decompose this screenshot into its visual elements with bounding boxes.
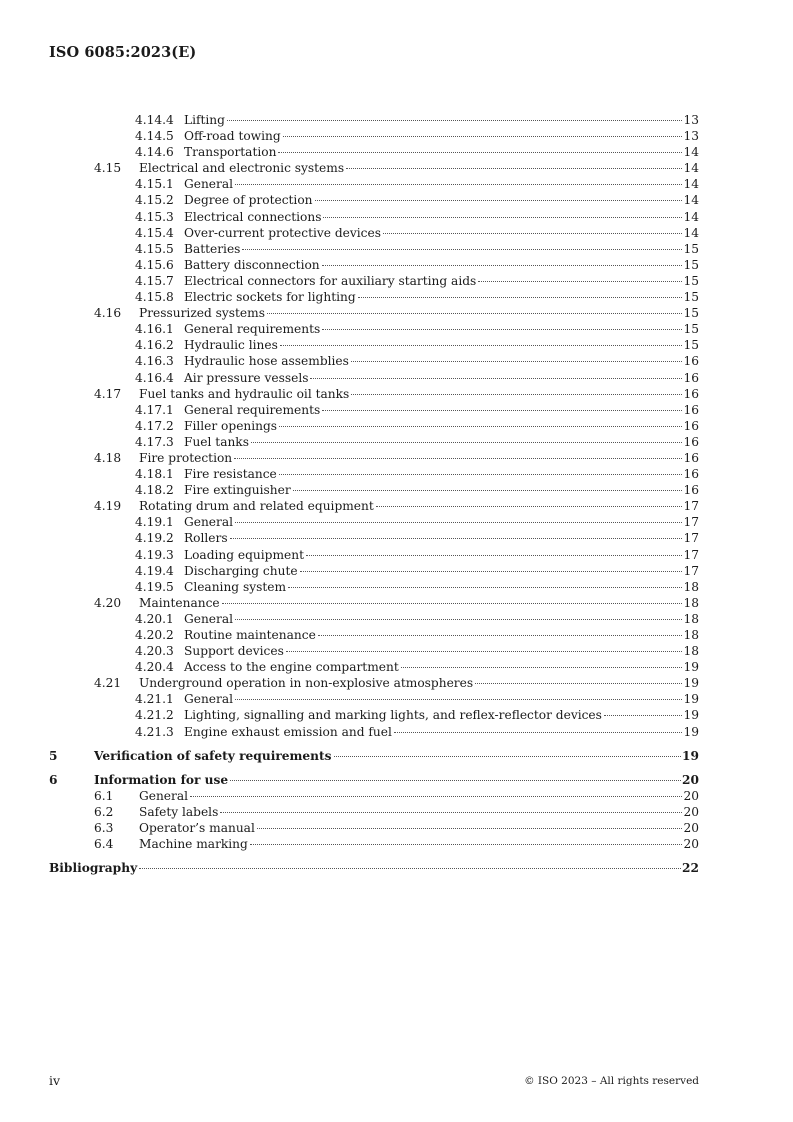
- toc-entry-title: Safety labels: [139, 804, 219, 819]
- toc-entry[interactable]: [49, 160, 699, 176]
- toc-entry-title: Transportation: [184, 145, 277, 160]
- toc-entry[interactable]: [49, 724, 699, 740]
- dot-leader: [478, 280, 682, 282]
- toc-entry-page: 19: [683, 660, 699, 675]
- toc-entry-number: 4.16.3: [135, 354, 174, 369]
- toc-entry[interactable]: [49, 595, 699, 611]
- toc-entry-page: 17: [683, 547, 699, 562]
- toc-entry-page: 16: [683, 483, 699, 498]
- dot-leader: [279, 473, 682, 475]
- toc-entry-number: 4.15.5: [135, 241, 174, 256]
- toc-entry-page: 15: [683, 273, 699, 288]
- dot-leader: [322, 409, 682, 411]
- dot-leader: [306, 554, 682, 556]
- toc-entry[interactable]: [49, 675, 699, 691]
- toc-entry-title: Battery disconnection: [184, 257, 320, 272]
- toc-entry[interactable]: [49, 209, 699, 225]
- toc-entry-page: 20: [683, 837, 699, 852]
- toc-entry-number: 4.14.6: [135, 145, 174, 160]
- toc-entry-title: Off-road towing: [184, 129, 281, 144]
- toc-entry-title: Hydraulic hose assemblies: [184, 354, 349, 369]
- toc-entry[interactable]: [49, 466, 699, 482]
- dot-leader: [283, 135, 682, 137]
- toc-entry[interactable]: [49, 627, 699, 643]
- dot-leader: [300, 570, 682, 572]
- toc-entry-number: 5: [49, 748, 58, 763]
- toc-entry[interactable]: [49, 547, 699, 563]
- toc-entry-title: Fuel tanks and hydraulic oil tanks: [139, 386, 350, 401]
- toc-entry[interactable]: [49, 434, 699, 450]
- toc-entry-number: 4.19.4: [135, 563, 174, 578]
- dot-leader: [288, 586, 682, 588]
- toc-entry-page: 14: [683, 177, 699, 192]
- toc-entry-number: 6.2: [94, 804, 114, 819]
- toc-entry[interactable]: [49, 144, 699, 160]
- toc-entry[interactable]: [49, 289, 699, 305]
- toc-entry-title: Routine maintenance: [184, 628, 316, 642]
- toc-entry-number: 4.18.1: [135, 467, 174, 482]
- toc-entry-page: 20: [683, 821, 699, 836]
- table-of-contents: [49, 112, 699, 876]
- toc-entry[interactable]: [49, 353, 699, 369]
- toc-entry-page: 15: [683, 257, 699, 272]
- toc-entry-page: 16: [683, 402, 699, 417]
- toc-entry-number: 4.19.3: [135, 547, 174, 562]
- toc-entry[interactable]: [49, 273, 699, 289]
- toc-entry-page: 20: [682, 772, 699, 787]
- dot-leader: [280, 344, 682, 346]
- dot-leader: [235, 521, 682, 523]
- toc-entry-number: 4.19: [94, 499, 122, 514]
- toc-entry-title: Operator’s manual: [139, 821, 255, 836]
- toc-entry-number: 4.15: [94, 161, 122, 176]
- dot-leader: [322, 264, 682, 266]
- toc-entry-page: 15: [683, 322, 699, 337]
- toc-entry-number: 4.15.6: [135, 257, 174, 272]
- toc-entry-page: 16: [683, 386, 699, 401]
- dot-leader: [346, 167, 682, 169]
- toc-entry[interactable]: [49, 192, 699, 208]
- toc-entry-number: 4.20.4: [135, 660, 174, 675]
- dot-leader: [242, 248, 682, 250]
- toc-entry-section-5[interactable]: [49, 748, 699, 764]
- toc-entry-number: 4.20: [94, 595, 122, 610]
- toc-entry-title: Loading equipment: [184, 547, 305, 562]
- toc-entry-title: Fire resistance: [184, 467, 277, 482]
- toc-entry[interactable]: [49, 241, 699, 257]
- toc-entry-title: General: [184, 515, 233, 530]
- toc-entry-title: Fuel tanks: [184, 434, 249, 449]
- toc-entry-title: General: [139, 788, 188, 803]
- toc-entry-page: 17: [683, 531, 699, 546]
- dot-leader: [235, 698, 682, 700]
- toc-entry[interactable]: [49, 804, 699, 820]
- dot-leader: [293, 489, 682, 491]
- toc-entry-page: 18: [683, 595, 699, 610]
- toc-entry[interactable]: [49, 659, 699, 675]
- toc-entry-title: Bibliography: [49, 861, 138, 876]
- toc-entry-page: 18: [683, 579, 699, 594]
- toc-entry-page: 15: [683, 241, 699, 256]
- dot-leader: [230, 537, 682, 539]
- toc-entry[interactable]: [49, 225, 699, 241]
- toc-entry-title: Fire protection: [139, 450, 233, 465]
- toc-entry-title: Rotating drum and related equipment: [139, 499, 374, 514]
- dot-leader: [401, 666, 682, 668]
- toc-entry[interactable]: [49, 788, 699, 804]
- toc-entry-page: 17: [683, 563, 699, 578]
- dot-leader: [235, 183, 682, 185]
- dot-leader: [394, 731, 682, 733]
- toc-entry-page: 18: [683, 644, 699, 659]
- dot-leader: [227, 119, 682, 121]
- toc-entry-number: 4.17: [94, 386, 122, 401]
- dot-leader: [267, 312, 682, 314]
- toc-entry-page: 13: [683, 113, 699, 127]
- dot-leader: [279, 425, 682, 427]
- toc-entry-number: 4.15.2: [135, 193, 174, 208]
- toc-entry[interactable]: [49, 112, 699, 128]
- toc-entry-title: Electric sockets for lighting: [184, 290, 356, 305]
- toc-entry-title: Fire extinguisher: [184, 483, 291, 498]
- toc-entry-number: 4.16: [94, 306, 122, 321]
- toc-gap: [49, 764, 699, 772]
- dot-leader: [235, 618, 682, 620]
- toc-entry-page: 16: [683, 467, 699, 482]
- dot-leader: [604, 714, 682, 716]
- toc-entry-title: Support devices: [184, 644, 284, 659]
- toc-entry-page: 17: [683, 515, 699, 530]
- copyright-notice: © ISO 2023 – All rights reserved: [524, 1075, 699, 1087]
- toc-entry[interactable]: [49, 386, 699, 402]
- toc-entry-number: 6.3: [94, 821, 114, 836]
- toc-entry-title: Electrical and electronic systems: [139, 161, 345, 176]
- dot-leader: [257, 827, 682, 829]
- toc-entry-page: 16: [683, 418, 699, 433]
- toc-entry[interactable]: [49, 530, 699, 546]
- dot-leader: [222, 602, 682, 604]
- toc-entry[interactable]: [49, 482, 699, 498]
- toc-entry[interactable]: [49, 514, 699, 530]
- toc-entry-number: 4.16.1: [135, 322, 174, 337]
- toc-entry-page: 18: [683, 611, 699, 626]
- dot-leader: [475, 682, 682, 684]
- toc-entry-page: 13: [683, 129, 699, 144]
- toc-entry-number: 4.17.1: [135, 402, 174, 417]
- dot-leader: [315, 199, 682, 201]
- toc-entry[interactable]: [49, 176, 699, 192]
- toc-entry-page: 16: [683, 370, 699, 385]
- document-id-header: ISO 6085:2023(E): [49, 44, 197, 61]
- toc-entry[interactable]: [49, 257, 699, 273]
- toc-entry-title: Access to the engine compartment: [184, 660, 399, 675]
- toc-entry-page: 19: [683, 692, 699, 707]
- dot-leader: [310, 377, 682, 379]
- toc-entry-number: 4.15.4: [135, 225, 174, 240]
- dot-leader: [358, 296, 682, 298]
- toc-entry[interactable]: [49, 450, 699, 466]
- toc-entry-title: Maintenance: [139, 595, 220, 610]
- dot-leader: [286, 650, 682, 652]
- toc-entry[interactable]: [49, 691, 699, 707]
- dot-leader: [322, 328, 682, 330]
- dot-leader: [351, 360, 682, 362]
- toc-entry[interactable]: [49, 321, 699, 337]
- toc-entry-page: 16: [683, 434, 699, 449]
- toc-entry-number: 4.15.3: [135, 209, 174, 224]
- dot-leader: [376, 505, 682, 507]
- toc-entry-number: 4.18.2: [135, 483, 174, 498]
- toc-entry-page: 14: [683, 225, 699, 240]
- toc-entry-page: 15: [683, 290, 699, 305]
- toc-entry-title: Degree of protection: [184, 193, 313, 208]
- toc-entry-title: Pressurized systems: [139, 306, 265, 321]
- dot-leader: [220, 811, 682, 813]
- dot-leader: [334, 755, 682, 757]
- dot-leader: [190, 795, 682, 797]
- toc-entry-number: 4.17.2: [135, 418, 174, 433]
- toc-entry[interactable]: [49, 418, 699, 434]
- toc-entry-page: 15: [683, 338, 699, 353]
- toc-entry-title: Machine marking: [139, 837, 248, 852]
- dot-leader: [351, 393, 682, 395]
- toc-entry-page: 19: [683, 676, 699, 691]
- toc-entry-title: Lifting: [184, 113, 225, 127]
- toc-gap: [49, 852, 699, 860]
- toc-block-section-6: [49, 788, 699, 852]
- page-number: iv: [49, 1073, 61, 1088]
- toc-entry-number: 4.20.3: [135, 644, 174, 659]
- dot-leader: [230, 779, 681, 781]
- toc-entry[interactable]: [49, 836, 699, 852]
- toc-entry-number: 4.20.2: [135, 628, 174, 642]
- toc-entry-title: General requirements: [184, 322, 321, 337]
- toc-entry-title: Electrical connections: [184, 209, 322, 224]
- toc-entry-number: 6.1: [94, 788, 114, 803]
- toc-entry-number: 4.21: [94, 676, 122, 691]
- dot-leader: [251, 441, 682, 443]
- toc-entry-number: 4.15.8: [135, 290, 174, 305]
- toc-entry-bibliography[interactable]: [49, 860, 699, 876]
- toc-entry[interactable]: [49, 305, 699, 321]
- toc-entry-title: Information for use: [94, 772, 229, 787]
- toc-entry-number: 4.16.2: [135, 338, 174, 353]
- toc-entry-page: 14: [683, 193, 699, 208]
- toc-entry-number: 4.21.2: [135, 708, 174, 723]
- toc-entry-page: 15: [683, 306, 699, 321]
- toc-entry-title: Lighting, signalling and marking lights, and reflex-reflector devices: [184, 708, 602, 723]
- toc-entry[interactable]: [49, 498, 699, 514]
- toc-entry-title: Discharging chute: [184, 563, 298, 578]
- toc-entry[interactable]: [49, 370, 699, 386]
- toc-entry-page: 22: [682, 861, 699, 876]
- toc-entry-page: 19: [683, 708, 699, 723]
- toc-entry-number: 6: [49, 772, 58, 787]
- toc-entry-title: Underground operation in non-explosive atmospheres: [139, 676, 474, 691]
- toc-entry[interactable]: [49, 128, 699, 144]
- toc-entry[interactable]: [49, 820, 699, 836]
- toc-entry-title: Rollers: [184, 531, 228, 546]
- dot-leader: [250, 843, 682, 845]
- toc-entry-number: 4.18: [94, 450, 122, 465]
- toc-entry-number: 6.4: [94, 837, 114, 852]
- toc-entry-title: General: [184, 611, 233, 626]
- toc-entry-section-6[interactable]: [49, 772, 699, 788]
- toc-entry-title: General: [184, 692, 233, 707]
- toc-entry-title: Batteries: [184, 241, 241, 256]
- toc-entry-page: 20: [683, 804, 699, 819]
- dot-leader: [323, 216, 682, 218]
- toc-entry-page: 14: [683, 209, 699, 224]
- toc-entry-title: Filler openings: [184, 418, 278, 433]
- toc-entry-number: 4.15.7: [135, 273, 174, 288]
- toc-entry-title: Over-current protective devices: [184, 225, 381, 240]
- toc-entry-number: 4.16.4: [135, 370, 174, 385]
- toc-entry-number: 4.19.1: [135, 515, 174, 530]
- toc-entry[interactable]: [49, 707, 699, 723]
- toc-entry-page: 14: [683, 145, 699, 160]
- toc-entry-page: 14: [683, 161, 699, 176]
- toc-entry[interactable]: [49, 402, 699, 418]
- toc-entry-number: 4.19.5: [135, 579, 174, 594]
- toc-entry[interactable]: [49, 337, 699, 353]
- toc-entry-page: 19: [683, 724, 699, 739]
- dot-leader: [139, 867, 681, 869]
- toc-entry-number: 4.20.1: [135, 611, 174, 626]
- toc-entry-title: Electrical connectors for auxiliary starting aids: [184, 273, 477, 288]
- toc-entry-title: Engine exhaust emission and fuel: [184, 724, 392, 739]
- toc-block-section-4: [49, 112, 699, 740]
- toc-entry[interactable]: [49, 579, 699, 595]
- toc-entry[interactable]: [49, 643, 699, 659]
- toc-entry-number: 4.21.3: [135, 724, 174, 739]
- toc-entry-number: 4.19.2: [135, 531, 174, 546]
- toc-gap: [49, 740, 699, 748]
- toc-entry-number: 4.17.3: [135, 434, 174, 449]
- dot-leader: [318, 634, 682, 636]
- toc-entry[interactable]: [49, 611, 699, 627]
- toc-entry-page: 20: [683, 788, 699, 803]
- toc-entry-title: Air pressure vessels: [184, 370, 309, 385]
- dot-leader: [278, 151, 682, 153]
- toc-entry-page: 18: [683, 628, 699, 642]
- dot-leader: [234, 457, 682, 459]
- toc-entry-page: 16: [683, 450, 699, 465]
- toc-entry-number: 4.14.4: [135, 113, 174, 127]
- toc-entry-page: 19: [682, 748, 699, 763]
- toc-entry-number: 4.14.5: [135, 129, 174, 144]
- toc-entry-title: Hydraulic lines: [184, 338, 278, 353]
- toc-entry-title: Cleaning system: [184, 579, 287, 594]
- toc-entry-title: General: [184, 177, 233, 192]
- toc-entry-title: General requirements: [184, 402, 321, 417]
- toc-entry-page: 17: [683, 499, 699, 514]
- toc-entry[interactable]: [49, 563, 699, 579]
- toc-entry-number: 4.21.1: [135, 692, 174, 707]
- dot-leader: [383, 232, 682, 234]
- toc-entry-page: 16: [683, 354, 699, 369]
- toc-entry-title: Verification of safety requirements: [94, 748, 332, 763]
- toc-entry-number: 4.15.1: [135, 177, 174, 192]
